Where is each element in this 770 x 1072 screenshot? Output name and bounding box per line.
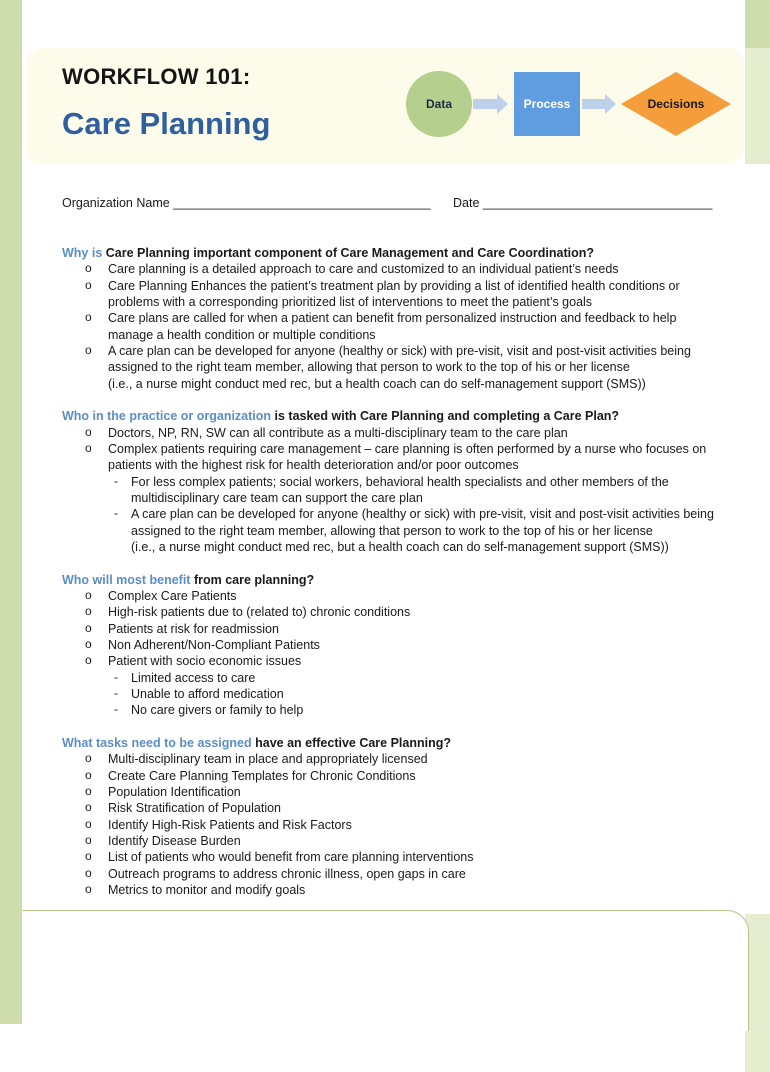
section-heading: Who will most benefit from care planning? <box>62 573 315 587</box>
circle-bullet: o <box>85 653 92 667</box>
list-item: Patients at risk for readmission <box>108 622 279 636</box>
bottom-panel <box>22 910 749 1031</box>
circle-bullet: o <box>85 817 92 831</box>
circle-bullet: o <box>85 800 92 814</box>
section-heading: Why is Care Planning important component of Care Management and Care Coordination? <box>62 246 595 260</box>
list-item: Care plans are called for when a patient can benefit from personalized instruction and feedback to help <box>108 311 677 325</box>
list-item-continued: assigned to the right team member, allowing that person to work to the top of his or her license <box>108 360 630 374</box>
org-name-blank: _____________________________________ <box>173 196 431 210</box>
list-item: Complex Care Patients <box>108 589 237 603</box>
org-name-label: Organization Name <box>62 196 170 210</box>
section-heading: What tasks need to be assigned have an effective Care Planning? <box>62 736 452 750</box>
circle-bullet: o <box>85 849 92 863</box>
list-item: Patient with socio economic issues <box>108 654 302 668</box>
date-field[interactable] <box>453 196 712 210</box>
circle-bullet: o <box>85 343 92 357</box>
list-item: Doctors, NP, RN, SW can all contribute as a multi-disciplinary team to the care plan <box>108 426 568 440</box>
circle-bullet: o <box>85 751 92 765</box>
circle-bullet: o <box>85 441 92 455</box>
list-item: Non Adherent/Non-Compliant Patients <box>108 638 320 652</box>
list-item: Complex patients requiring care management – care planning is often performed by a nurse who focuses on <box>108 442 707 456</box>
arrow-process-to-decisions <box>582 94 616 114</box>
sub-list-item-continued: (i.e., a nurse might conduct med rec, but a health coach can do self-management support (SMS)) <box>131 540 669 554</box>
org-name-field[interactable] <box>62 196 430 210</box>
list-item: Care Planning Enhances the patient’s treatment plan by providing a list of identified health conditions or <box>108 279 680 293</box>
list-item: Care planning is a detailed approach to care and customized to an individual patient’s needs <box>108 262 619 276</box>
sub-list-item: Limited access to care <box>131 671 256 685</box>
dash-bullet: - <box>114 686 118 700</box>
circle-bullet: o <box>85 278 92 292</box>
list-item: A care plan can be developed for anyone (healthy or sick) with pre-visit, visit and post-visit activities being <box>108 344 691 358</box>
list-item: Identify High-Risk Patients and Risk Factors <box>108 818 352 832</box>
date-label: Date <box>453 196 480 210</box>
circle-bullet: o <box>85 621 92 635</box>
dash-bullet: - <box>114 474 118 488</box>
dash-bullet: - <box>114 702 118 716</box>
circle-bullet: o <box>85 784 92 798</box>
list-item: List of patients who would benefit from care planning interventions <box>108 850 474 864</box>
list-item: Metrics to monitor and modify goals <box>108 883 306 897</box>
sub-list-item: Unable to afford medication <box>131 687 284 701</box>
list-item: High-risk patients due to (related to) chronic conditions <box>108 605 411 619</box>
section-heading: Who in the practice or organization is tasked with Care Planning and completing a Care Plan? <box>62 409 620 423</box>
list-item: Population Identification <box>108 785 241 799</box>
workflow-diagram <box>0 0 770 170</box>
page-title-line1: WORKFLOW 101: <box>62 64 251 89</box>
sub-list-item: For less complex patients; social workers, behavioral health specialists and other members of the <box>131 475 669 489</box>
circle-bullet: o <box>85 866 92 880</box>
circle-bullet: o <box>85 768 92 782</box>
circle-bullet: o <box>85 425 92 439</box>
list-item-continued: patients with the highest risk for health deterioration and/or poor outcomes <box>108 458 519 472</box>
list-item-continued: manage a health condition or multiple conditions <box>108 328 376 342</box>
list-item-continued: problems with a corresponding prioritized list of interventions to meet the patient’s goals <box>108 295 593 309</box>
circle-bullet: o <box>85 637 92 651</box>
list-item: Risk Stratification of Population <box>108 801 282 815</box>
list-item: Identify Disease Burden <box>108 834 241 848</box>
decisions-label: Decisions <box>647 97 705 111</box>
list-item: Outreach programs to address chronic illness, open gaps in care <box>108 867 466 881</box>
list-item: Create Care Planning Templates for Chronic Conditions <box>108 769 416 783</box>
circle-bullet: o <box>85 261 92 275</box>
data-label: Data <box>425 97 452 111</box>
process-label: Process <box>523 97 571 111</box>
list-item-continued: (i.e., a nurse might conduct med rec, but a health coach can do self-management support (SMS)) <box>108 377 646 391</box>
list-item: Multi-disciplinary team in place and appropriately licensed <box>108 752 428 766</box>
dash-bullet: - <box>114 670 118 684</box>
circle-bullet: o <box>85 310 92 324</box>
circle-bullet: o <box>85 588 92 602</box>
sub-list-item: A care plan can be developed for anyone (healthy or sick) with pre-visit, visit and post-visit activities being <box>131 507 714 521</box>
arrow-data-to-process <box>473 94 508 114</box>
circle-bullet: o <box>85 604 92 618</box>
page-title-line2: Care Planning <box>62 106 271 141</box>
sub-list-item-continued: multidisciplinary care team can support the care plan <box>131 491 423 505</box>
sub-list-item-continued: assigned to the right team member, allowing that person to work to the top of his or her license <box>131 524 653 538</box>
dash-bullet: - <box>114 506 118 520</box>
circle-bullet: o <box>85 833 92 847</box>
date-blank: _________________________________ <box>482 196 713 210</box>
sub-list-item: No care givers or family to help <box>131 703 304 717</box>
circle-bullet: o <box>85 882 92 896</box>
